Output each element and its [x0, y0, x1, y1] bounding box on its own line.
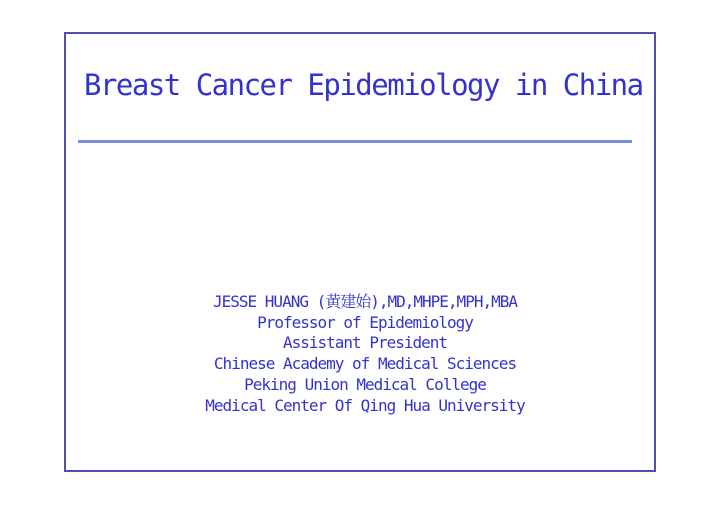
author-line-university: Medical Center Of Qing Hua University	[205, 395, 525, 415]
author-line-title: Professor of Epidemiology	[257, 312, 473, 332]
author-line-position: Assistant President	[282, 333, 448, 353]
author-line-name: JESSE HUANG (黄建始),MD,MHPE,MPH,MBA	[213, 292, 517, 311]
slide-title: Breast Cancer Epidemiology in China	[84, 68, 643, 102]
author-line-college: Peking Union Medical College	[244, 374, 486, 394]
author-line-academy: Chinese Academy of Medical Sciences	[213, 354, 517, 374]
title-underline-rule	[78, 140, 632, 143]
author-block	[64, 292, 656, 416]
